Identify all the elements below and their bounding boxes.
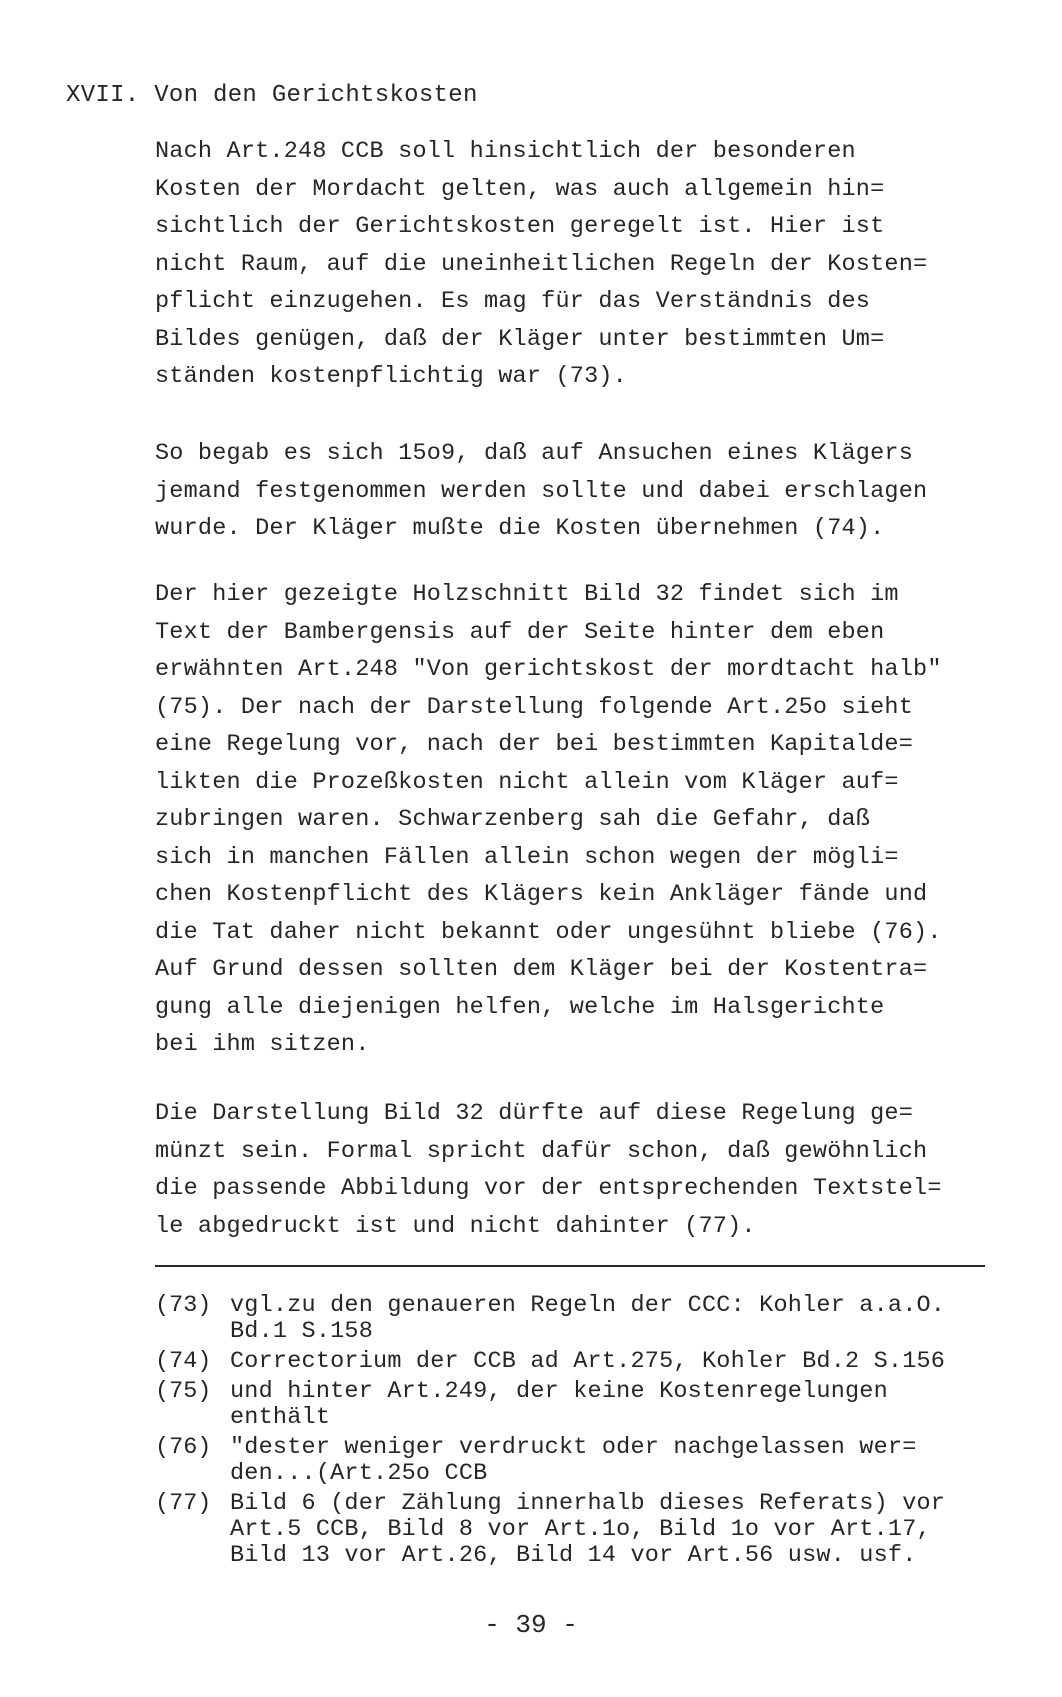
text-line: wurde. Der Kläger mußte die Kosten übernehmen (74). xyxy=(155,515,885,542)
footnote-number: (74) xyxy=(155,1348,212,1375)
text-line: bei ihm sitzen. xyxy=(155,1031,370,1058)
footnote-line: und hinter Art.249, der keine Kostenregelungen xyxy=(230,1378,888,1405)
footnote-77 xyxy=(155,1491,1015,1569)
text-line: le abgedruckt ist und nicht dahinter (77). xyxy=(155,1212,756,1240)
footnote-number: (75) xyxy=(155,1378,212,1405)
text-line: sich in manchen Fällen allein schon wegen der mögli= xyxy=(155,843,899,871)
footnote-line: Correctorium der CCB ad Art.275, Kohler Bd.2 S.156 xyxy=(230,1348,946,1375)
footnote-line: enthält xyxy=(230,1404,331,1431)
text-line: Bildes genügen, daß der Kläger unter bestimmten Um= xyxy=(155,325,885,353)
text-line: Kosten der Mordacht gelten, was auch allgemein hin= xyxy=(155,175,885,203)
footnote-number: (77) xyxy=(155,1490,212,1517)
footnote-divider xyxy=(155,1265,985,1267)
text-line: die Tat daher nicht bekannt oder ungesühnt bliebe (76). xyxy=(155,918,942,946)
text-line: zubringen waren. Schwarzenberg sah die Gefahr, daß xyxy=(155,806,871,833)
text-line: Nach Art.248 CCB soll hinsichtlich der besonderen xyxy=(155,138,856,165)
text-line: Die Darstellung Bild 32 dürfte auf diese Regelung ge= xyxy=(155,1100,914,1127)
text-line: Der hier gezeigte Holzschnitt Bild 32 findet sich im xyxy=(155,581,899,608)
text-line: eine Regelung vor, nach der bei bestimmten Kapitalde= xyxy=(155,731,914,758)
footnote-line: Bd.1 S.158 xyxy=(230,1318,374,1345)
text-line: gung alle diejenigen helfen, welche im Halsgerichte xyxy=(155,993,885,1021)
section-heading: XVII. Von den Gerichtskosten xyxy=(66,82,478,109)
footnote-76 xyxy=(155,1435,1015,1487)
footnote-number: (76) xyxy=(155,1434,212,1461)
text-line: jemand festgenommen werden sollte und dabei erschlagen xyxy=(155,477,928,505)
text-line: Auf Grund dessen sollten dem Kläger bei der Kostentra= xyxy=(155,956,928,983)
text-line: So begab es sich 15o9, daß auf Ansuchen eines Klägers xyxy=(155,440,914,467)
text-line: (75). Der nach der Darstellung folgende Art.25o sieht xyxy=(155,693,914,721)
text-line: chen Kostenpflicht des Klägers kein Ankläger fände und xyxy=(155,881,928,908)
text-line: Text der Bambergensis auf der Seite hinter dem eben xyxy=(155,618,885,646)
paragraph-1 xyxy=(155,133,995,396)
footnote-line: Bild 6 (der Zählung innerhalb dieses Referats) vor xyxy=(230,1490,946,1517)
text-line: likten die Prozeßkosten nicht allein vom Kläger auf= xyxy=(155,768,899,796)
footnote-75 xyxy=(155,1379,1015,1431)
footnote-line: den...(Art.25o CCB xyxy=(230,1460,488,1487)
footnote-line: Art.5 CCB, Bild 8 vor Art.1o, Bild 1o vor Art.17, xyxy=(230,1516,931,1543)
text-line: die passende Abbildung vor der entsprechenden Textstel= xyxy=(155,1175,942,1202)
text-line: sichtlich der Gerichtskosten geregelt ist. Hier ist xyxy=(155,213,885,240)
footnotes xyxy=(155,1293,1015,1573)
text-line: nicht Raum, auf die uneinheitlichen Regeln der Kosten= xyxy=(155,250,928,278)
footnote-line: vgl.zu den genaueren Regeln der CCC: Kohler a.a.O. xyxy=(230,1292,946,1319)
footnote-line: Bild 13 vor Art.26, Bild 14 vor Art.56 usw. usf. xyxy=(230,1542,917,1569)
text-line: münzt sein. Formal spricht dafür schon, daß gewöhnlich xyxy=(155,1137,928,1165)
text-line: pflicht einzugehen. Es mag für das Verständnis des xyxy=(155,288,871,315)
page-number: - 39 - xyxy=(484,1610,578,1640)
text-line: erwähnten Art.248 "Von gerichtskost der mordtacht halb" xyxy=(155,656,942,683)
paragraph-2 xyxy=(155,435,995,548)
footnote-line: "dester weniger verdruckt oder nachgelassen wer= xyxy=(230,1434,917,1461)
footnote-74 xyxy=(155,1349,1015,1375)
paragraph-3 xyxy=(155,576,995,1064)
text-line: ständen kostenpflichtig war (73). xyxy=(155,363,627,390)
footnote-number: (73) xyxy=(155,1292,212,1319)
paragraph-4 xyxy=(155,1095,995,1245)
footnote-73 xyxy=(155,1293,1015,1345)
